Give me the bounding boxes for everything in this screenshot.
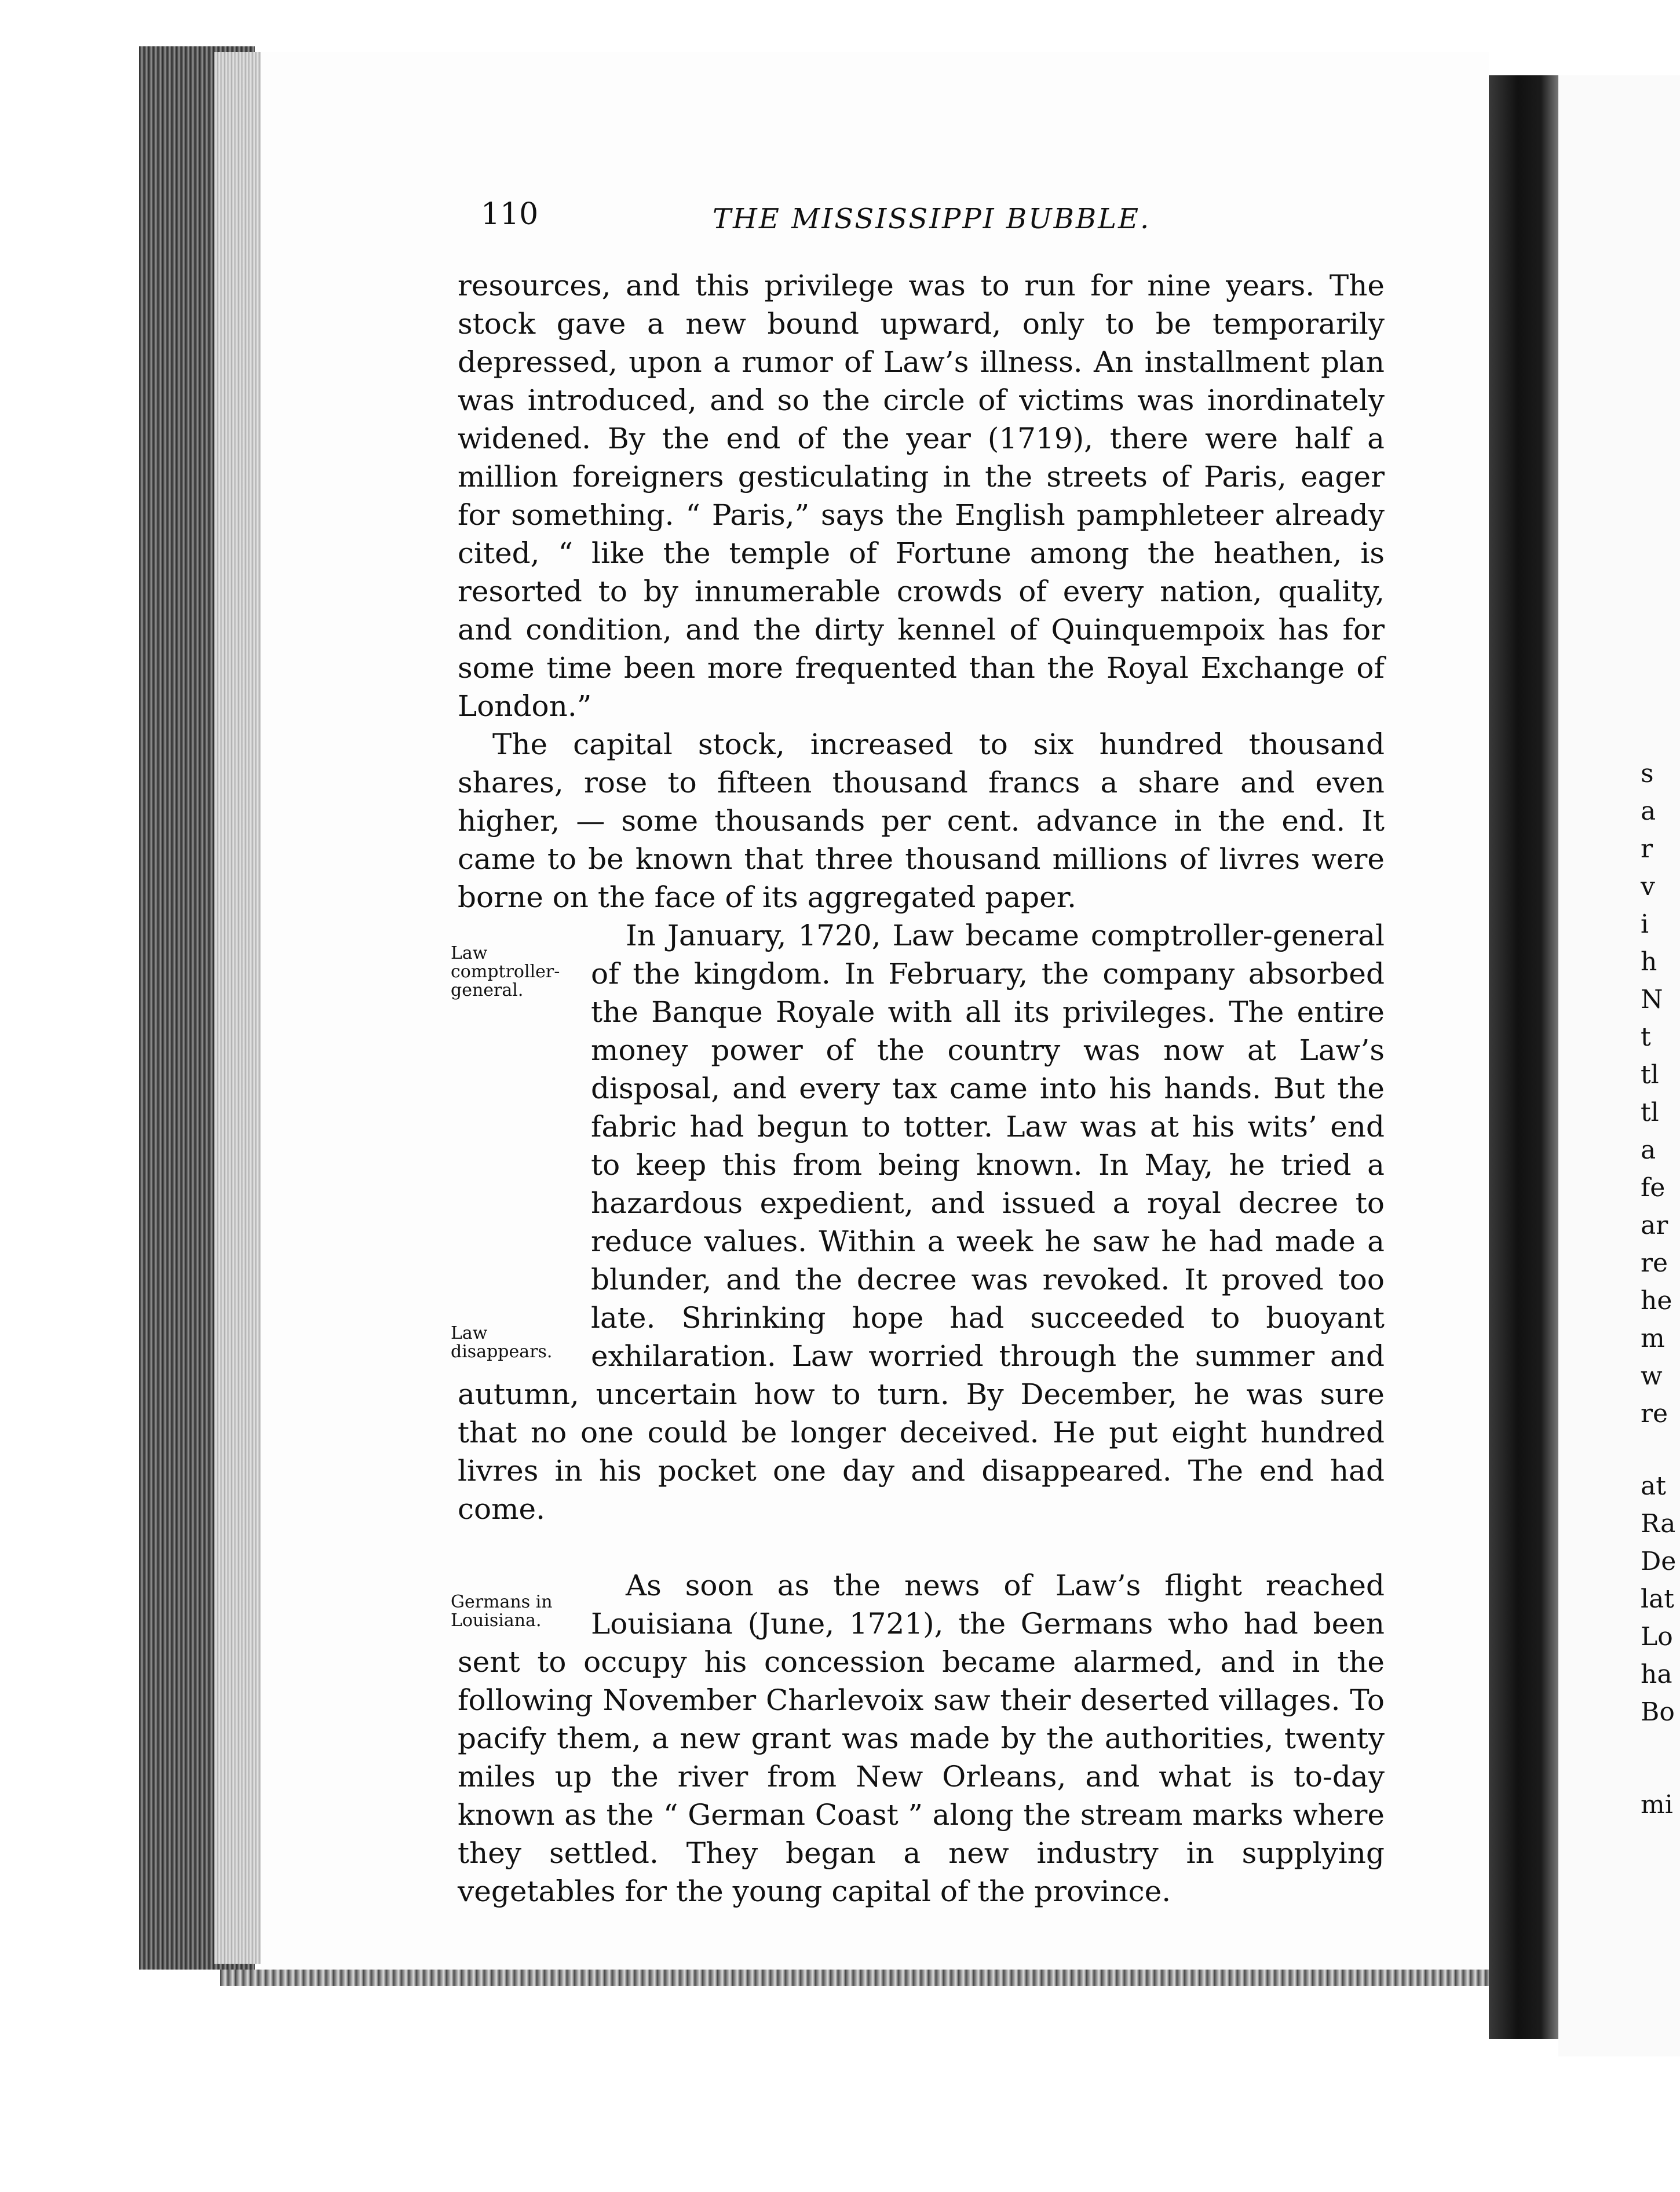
- facing-page-fragment: he: [1641, 1286, 1672, 1316]
- paragraph-1: resources, and this privilege was to run for nine years. The stock gave a new bound upward, only to be temporarily depressed, upon a rumor of Law’s illness. An installment plan was introduced, and so the circle of victims was inordinately widened. By the end of the year (1719), there were half a million foreigners gesticulating in the streets of Paris, eager for something. “ Paris,” says the English pamphleteer already cited, “ like the temple of Fortune among the heathen, is resorted to by innumerable crowds of every nation, quality, and condition, and the dirty kennel of Quinquempoix has for some time been more frequented than the Royal Exchange of London.”: [458, 269, 1385, 723]
- page-body: [451, 266, 1385, 1910]
- facing-page-fragment: ha: [1641, 1660, 1672, 1689]
- facing-page-fragment: s: [1641, 759, 1654, 788]
- facing-page-fragment: tl: [1641, 1098, 1659, 1127]
- facing-page-fragment: i: [1641, 909, 1649, 939]
- book-gutter: [1489, 75, 1558, 2039]
- facing-page-fragment: a: [1641, 1135, 1656, 1165]
- facing-page-fragment: h: [1641, 947, 1657, 977]
- paragraph-4-text: As soon as the news of Law’s flight reached Louisiana (June, 1721), the Germans who had been sent to occupy his concession became alarmed, and in the following November Charlevoix saw their deserted villages. To pacify them, a new grant was made by the authorities, twenty miles up the river from New Orleans, and what is to-day known as the “ German Coast ” along the stream marks where they settled. They began a new industry in supplying vegetables for the young capital of the province.: [458, 1569, 1385, 1908]
- paragraph-4: [451, 1566, 1385, 1910]
- facing-page-fragment: w: [1641, 1361, 1663, 1391]
- facing-page-fragment: r: [1641, 834, 1653, 864]
- facing-page-fragment: Ra: [1641, 1509, 1676, 1539]
- facing-page-fragment: N: [1641, 985, 1663, 1014]
- paragraph-2: The capital stock, increased to six hundred thousand shares, rose to fifteen thousand francs a share and even higher, — some thousands per cent. advance in the end. It came to be known that three thousand millions of livres were borne on the face of its aggregated paper.: [458, 728, 1385, 914]
- facing-page-fragment: t: [1641, 1022, 1651, 1052]
- facing-page-fragment: Bo: [1641, 1697, 1675, 1727]
- page-stack-edge-light: [214, 52, 261, 1964]
- page-stack-bottom-edge: [220, 1970, 1495, 1986]
- facing-page-fragment: tl: [1641, 1060, 1659, 1090]
- facing-page-fragment: lat: [1641, 1584, 1674, 1614]
- running-head: THE MISSISSIPPI BUBBLE.: [713, 203, 1151, 235]
- page-header: [481, 197, 1385, 243]
- facing-page-fragment: Lo: [1641, 1622, 1673, 1652]
- facing-page-fragment: at: [1641, 1471, 1666, 1501]
- facing-page-fragment: re: [1641, 1399, 1668, 1429]
- page-number: 110: [481, 197, 539, 232]
- facing-page-fragment: v: [1641, 872, 1655, 901]
- facing-page-fragment: re: [1641, 1248, 1668, 1278]
- facing-page: [1558, 75, 1680, 2056]
- facing-page-fragment: fe: [1641, 1173, 1666, 1203]
- facing-page-fragment: De: [1641, 1547, 1677, 1576]
- facing-page-fragment: a: [1641, 797, 1656, 826]
- paragraph-3: [451, 916, 1385, 1528]
- sidenote-law-comptroller: Law comptroller-general.: [451, 943, 560, 1000]
- sidenote-germans-louisiana: Germans in Louisiana.: [451, 1592, 553, 1631]
- facing-page-fragment: ar: [1641, 1211, 1668, 1240]
- facing-page-fragment: mi: [1641, 1790, 1673, 1820]
- paragraph-3-text: In January, 1720, Law became comptroller-general of the kingdom. In February, the company absorbed the Banque Royale with all its privileges. The entire money power of the country was now at Law’s disposal, and every tax came into his hands. But the fabric had begun to totter. Law was at his wits’ end to keep this from being known. In May, he tried a hazardous expedient, and issued a royal decree to reduce values. Within a week he saw he had made a blunder, and the decree was revoked. It proved too late. Shrinking hope had succeeded to buoyant exhilaration. Law worried through the summer and autumn, uncertain how to turn. By December, he was sure that no one could be longer deceived. He put eight hundred livres in his pocket one day and disappeared. The end had come.: [458, 919, 1385, 1526]
- facing-page-fragment: m: [1641, 1324, 1665, 1353]
- sidenote-law-disappears: Law disappears.: [451, 1323, 553, 1362]
